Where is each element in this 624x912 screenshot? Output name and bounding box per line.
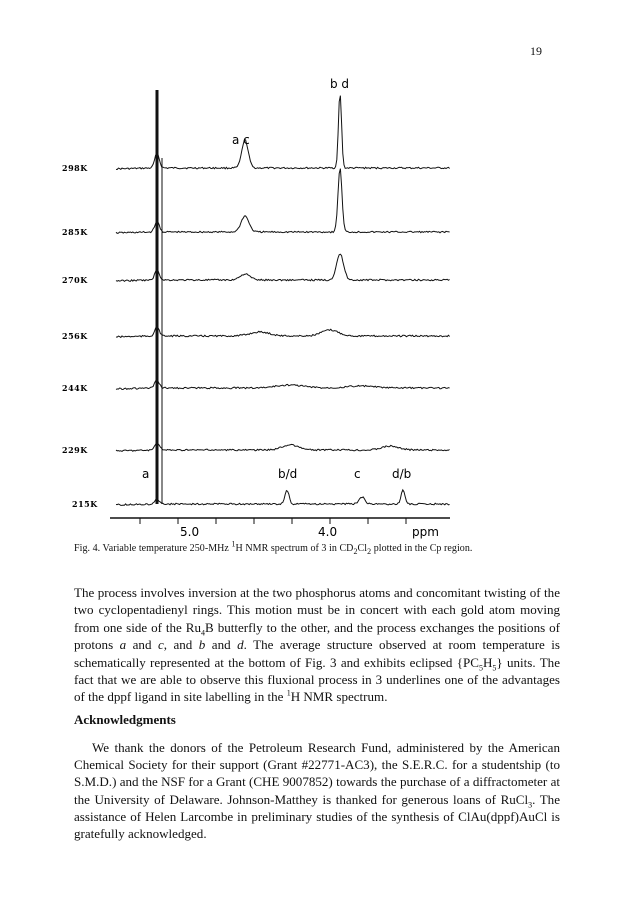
x-axis (110, 518, 450, 539)
body-sub: 5 (492, 663, 497, 673)
body-paragraph (74, 584, 560, 706)
body-text: and (126, 637, 158, 653)
acknowledgments-paragraph (74, 739, 560, 842)
caption-text: H NMR spectrum of 3 in CD (235, 543, 354, 554)
peak-label-a: a (142, 467, 150, 481)
spectrum-traces (116, 90, 450, 505)
spectrum-trace (116, 254, 450, 281)
peak-label-c: c (354, 467, 361, 481)
caption-sub: 2 (367, 547, 372, 556)
spectrum-trace (116, 96, 450, 170)
body-text: and (205, 637, 238, 653)
body-italic: b (198, 637, 206, 653)
body-sub: 4 (201, 628, 206, 638)
caption-text: Cl (357, 543, 368, 554)
body-text: H NMR spectrum. (290, 689, 388, 705)
temperature-label: 215K (72, 499, 98, 509)
ack-text: . The assistance of Helen Larcombe in preliminary studies of the synthesis of ClAu(dppf)AuCl is gratefully acknowledged. (74, 791, 560, 842)
caption-text: plotted in the Cp region. (371, 543, 473, 554)
spectrum-trace (116, 326, 450, 338)
body-italic: d (237, 637, 244, 653)
spectrum-trace (116, 169, 450, 234)
spectrum-trace (116, 490, 450, 506)
peak-label-ac: a c (232, 133, 250, 147)
caption-sup: 1 (231, 539, 236, 549)
nmr-figure (60, 68, 480, 548)
page-number: 19 (530, 44, 542, 58)
body-text: H (482, 654, 493, 670)
acknowledgments-heading: Acknowledgments (74, 712, 176, 727)
ack-sub: 3 (528, 800, 533, 810)
body-text: } units. The fact that we are able to observe this fluxional process in 3 underlines one of the advantages of the dppf ligand in site labelling in the (74, 654, 560, 705)
temperature-label: 298K (62, 163, 88, 173)
temperature-label: 229K (62, 445, 88, 455)
temperature-label: 270K (62, 275, 88, 285)
spectrum-trace (116, 379, 450, 389)
temperature-labels (62, 163, 98, 509)
body-sup: 1 (286, 689, 291, 699)
temperature-label: 285K (62, 227, 88, 237)
peak-label-bd: b d (330, 77, 350, 91)
ack-text: We thank the donors of the Petroleum Research Fund, administered by the American Chemical Society for their support (Grant #22771-AC3), the S.E.R.C. for a studentship (to S.M.D.) and the NSF for a Grant (CHE 9007852) towards the purchase of a diffractometer at the University of Delaware. Johnson-Matthey is thanked for generous loans of RuCl (74, 740, 560, 807)
body-text: B butterfly to the other, and the process exchanges the positions of protons (74, 619, 561, 653)
axis-tick-5: 5.0 (180, 525, 200, 539)
temperature-label: 244K (62, 383, 88, 393)
temperature-label: 256K (62, 331, 88, 341)
spectrum-trace (116, 442, 450, 452)
axis-tick-4: 4.0 (318, 525, 338, 539)
caption-text: Fig. 4. Variable temperature 250-MHz (74, 543, 232, 554)
axis-unit-ppm: ppm (412, 525, 439, 539)
body-text: The process involves inversion at the two phosphorus atoms and concomitant twisting of the two cyclopentadienyl rings. This motion must be in concert with each gold atom moving from one side of the Ru (74, 585, 560, 635)
body-text: , and (163, 637, 199, 653)
peak-label-b-over-d: b/d (278, 467, 298, 481)
figure-caption (74, 539, 574, 556)
body-italic: a (119, 637, 127, 653)
nmr-spectrum-plot (60, 68, 480, 548)
body-italic: c (157, 637, 164, 653)
body-text: . The average structure observed at room temperature is schematically represented at the bottom of Fig. 3 and exhibits eclipsed {PC (74, 637, 561, 670)
caption-sub: 2 (353, 547, 358, 556)
peak-label-d-over-b: d/b (392, 467, 412, 481)
body-sub: 5 (478, 663, 483, 673)
